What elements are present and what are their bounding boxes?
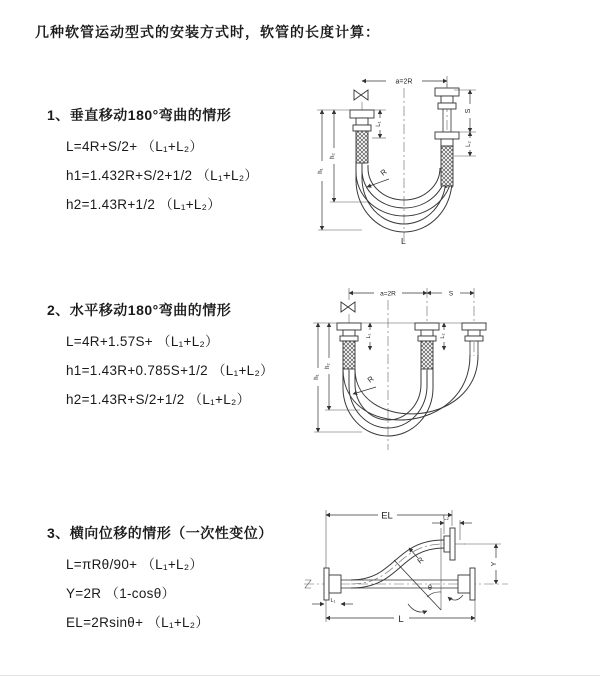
right-braid-section (441, 146, 453, 186)
valve-icon (341, 302, 348, 312)
left-flange-collar (340, 336, 358, 341)
dim-label-l1: L₁ (366, 333, 372, 339)
dim-label-l: L (398, 614, 404, 625)
dim-label-s: S (465, 108, 472, 114)
valve-icon (348, 302, 355, 312)
middle-flange-collar (418, 336, 436, 341)
hose-displaced-bottom-wall (351, 548, 444, 588)
hose-position2-inner (355, 355, 478, 414)
diagram-vertical-180-bend (304, 66, 594, 256)
right-upper-flange-neck (441, 96, 453, 103)
right-flange (462, 323, 486, 330)
dim-label-el: EL (381, 510, 393, 522)
section-1-formula-l: L=4R+S/2+ （L₁+L₂） (66, 139, 204, 154)
left-flange-plate (324, 568, 329, 600)
section-1-formula-h1: h1=1.432R+S/2+1/2 （L₁+L₂） (66, 168, 259, 183)
dim-label-l2: L₂ (440, 333, 446, 339)
left-flange-collar (353, 125, 371, 131)
section-2-formula-l: L=4R+1.57S+ （L₁+L₂） (66, 334, 219, 349)
left-braid-section (343, 341, 355, 369)
radius-label: R (365, 374, 376, 385)
dim-label-h2: h₂ (330, 153, 336, 159)
section-2-formula-h2: h2=1.43R+S/2+1/2 （L₁+L₂） (66, 392, 251, 407)
radius-label: R (415, 555, 426, 566)
dim-label-l1: L₁ (330, 598, 336, 604)
right-lower-flange-neck (441, 139, 453, 146)
dim-label-s: S (448, 290, 454, 298)
dim-label-y: Y (491, 561, 498, 567)
section-1-formula-h2: h2=1.43R+1/2 （L₁+L₂） (66, 197, 222, 212)
hose-position2-outer (343, 355, 470, 420)
radius-label: R (378, 167, 389, 178)
middle-flange (415, 323, 439, 330)
left-flange-hub (329, 575, 341, 593)
dim-label-l2: L₂ (466, 141, 472, 147)
length-label: L (401, 236, 406, 246)
section-2-formula-h1: h1=1.43R+0.785S+1/2 （L₁+L₂） (66, 363, 274, 378)
left-flange-neck (356, 118, 368, 125)
diagram-horizontal-180-bend (304, 280, 594, 460)
section-3-heading: 3、横向位移的情形（一次性变位） (47, 525, 273, 541)
left-flange-neck (343, 330, 355, 336)
right-upper-flange (435, 88, 459, 96)
section-3-formula-el: EL=2Rsinθ+ （L₁+L₂） (66, 615, 210, 630)
dim-label-l1: L₁ (376, 121, 382, 127)
right-upper-flange-collar (438, 103, 456, 109)
diagram-lateral-displacement (296, 498, 596, 658)
dim-label-a2r: a=2R (395, 78, 413, 86)
valve-icon (361, 90, 368, 100)
section-1-heading: 1、垂直移动180°弯曲的情形 (47, 107, 232, 123)
dim-label-h1: h₁ (314, 374, 320, 380)
angle-chord-line (394, 560, 441, 610)
section-2-heading: 2、水平移动180°弯曲的情形 (47, 302, 232, 318)
left-flange (337, 323, 361, 330)
dim-label-h1: h₁ (318, 168, 324, 174)
section-3-formula-y: Y=2R （1-cosθ） (66, 586, 176, 601)
middle-flange-neck (421, 330, 433, 336)
top-flange-hub (444, 536, 450, 552)
dim-label-a2r: a=2R (380, 290, 396, 298)
right-lower-flange (435, 132, 459, 139)
right-flange-hub (458, 575, 470, 593)
page-title: 几种软管运动型式的安装方式时，软管的长度计算： (35, 24, 380, 40)
angle-label: θ (428, 585, 432, 592)
hose-displaced-top-wall (351, 540, 444, 580)
left-flange (350, 110, 374, 118)
dim-label-l2: L₂ (443, 515, 449, 522)
right-flange-plate (470, 568, 475, 600)
top-flange-plate (450, 528, 455, 560)
middle-braid-section (421, 341, 433, 369)
left-braid-section (356, 131, 368, 163)
right-flange-neck (468, 330, 480, 336)
valve-icon (354, 90, 361, 100)
dim-label-h2: h₂ (325, 363, 331, 369)
section-3-formula-l: L=πRθ/90+ （L₁+L₂） (66, 557, 204, 572)
right-flange-collar (465, 336, 483, 341)
